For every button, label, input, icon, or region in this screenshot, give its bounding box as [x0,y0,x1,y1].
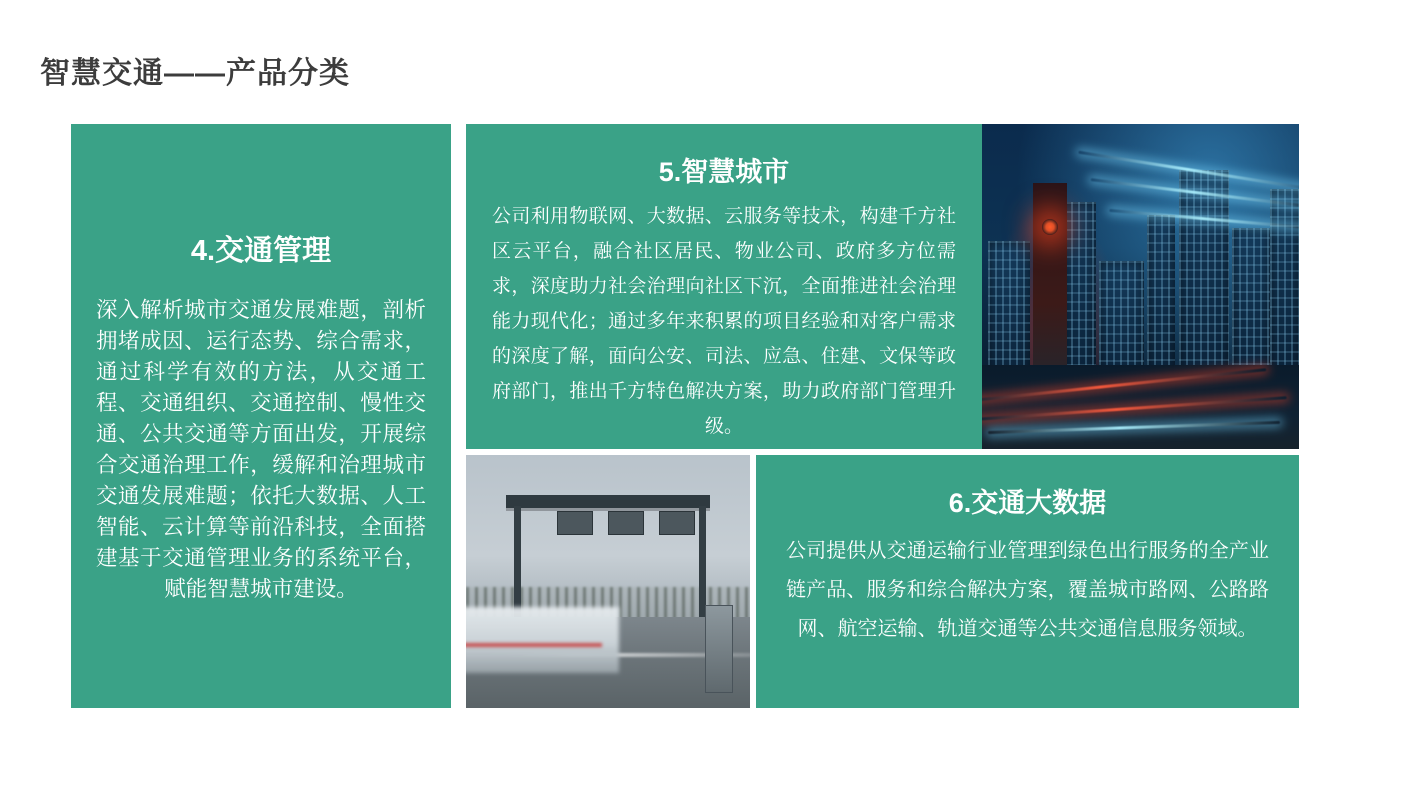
card-traffic-bigdata-title: 6.交通大数据 [948,488,1107,518]
card-smart-city [466,124,982,449]
gantry-camera [557,511,593,535]
card-smart-city-body: 公司利用物联网、大数据、云服务等技术，构建千方社区云平台，融合社区居民、物业公司、政府多方位需求，深度助力社会治理向社区下沉，全面推进社会治理能力现代化；通过多年来积累的项目经验和对客户需求的深度了解，面向公安、司法、应急、住建、文保等政府部门，推出千方特色解决方案，助力政府部门管理升级。 [492,206,956,437]
truck-tail-light-streak [466,643,602,647]
highway-gantry-truck-image [466,455,750,708]
card-traffic-management-title: 4.交通管理 [190,234,332,267]
red-lit-tower [1033,183,1067,385]
building-silhouette [1179,170,1230,391]
building-silhouette [1270,189,1299,391]
card-smart-city-title: 5.智慧城市 [658,157,790,187]
card-traffic-bigdata [756,455,1299,708]
roadside-cabinet [705,605,733,693]
gantry-camera [608,511,644,535]
building-silhouette [1064,202,1096,391]
motion-blurred-truck [466,607,619,673]
gantry-beam [506,495,710,508]
page-title: 智慧交通——产品分类 [40,57,350,90]
gantry-camera [659,511,695,535]
card-traffic-bigdata-body: 公司提供从交通运输行业管理到绿色出行服务的全产业链产品、服务和综合解决方案，覆盖城市路网、公路路网、航空运输、轨道交通等公共交通信息服务领域。 [786,540,1269,640]
night-city-light-trails-image [982,124,1299,449]
card-traffic-management [71,124,451,708]
card-traffic-management-body: 深入解析城市交通发展难题，剖析拥堵成因、运行态势、综合需求，通过科学有效的方法，从交通工程、交通组织、交通控制、慢性交通、公共交通等方面出发，开展综合交通治理工作，缓解和治理城市交通发展难题；依托大数据、人工智能、云计算等前沿科技，全面搭建基于交通管理业务的系统平台，赋能智慧城市建设。 [96,297,426,601]
